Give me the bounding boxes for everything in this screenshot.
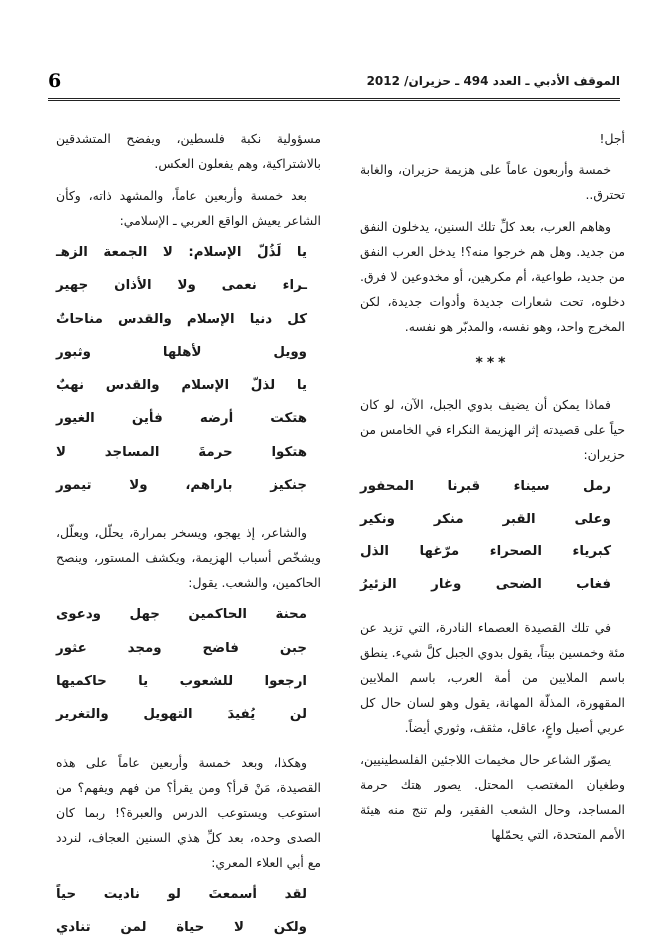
- poem-verses: [56, 882, 321, 942]
- poem-verse: هتكت أرضه فأين الغيور: [56, 411, 307, 427]
- poem-verse: هتكوا حرمةَ المساجد لا: [56, 444, 307, 460]
- page-number: 6: [48, 70, 62, 92]
- poem-verse: جنكيز باراهم، ولا تيمور: [56, 478, 307, 494]
- poem-verse: ارجعوا للشعوب يا حاكميها: [56, 673, 307, 689]
- poem-verses: [56, 602, 321, 728]
- paragraph: بعد خمسة وأربعين عاماً، والمشهد ذاته، وكأن الشاعر يعيش الواقع العربي ـ الإسلامي:: [56, 188, 321, 228]
- paragraph: فماذا يمكن أن يضيف بدوي الجبل، الآن، لو كان حياً على قصيدته إثر الهزيمة النكراء في الخامس من حزيران:: [360, 397, 625, 462]
- spacer: [56, 736, 321, 750]
- section-separator: ***: [475, 355, 510, 371]
- poem-verse: جبن فاضح ومجد عثور: [56, 640, 307, 656]
- poem-verse: وويل لأهلها وثبور: [56, 344, 307, 360]
- intro-line: أجل!: [599, 131, 625, 146]
- poem-verse: وعلى القبر منكر ونكير: [360, 511, 611, 527]
- paragraph: وهكذا، وبعد خمسة وأربعين عاماً على هذه القصيدة، مَنْ قرأ؟ ومن يقرأ؟ من فهم ويفهم؟ من استوعب ويستوعب الدرس والعبرة؟! ربما كان الصدى وحده، بعد كلِّ هذي السنين العجاف، لنردد مع أبي العلاء المعري:: [56, 754, 321, 870]
- poem-verses: [360, 474, 625, 598]
- paragraph: يصوّر الشاعر حال مخيمات اللاجئين الفلسطينيين، وطغيان المغتصب المحتل. يصور هتك حرمة المساجد، وحال الشعب الفقير، ولم تنج منه هيئة الأمم المتحدة، التي يحمّلها: [360, 751, 625, 842]
- page-header: [48, 66, 620, 96]
- spacer: [56, 506, 321, 520]
- running-title: الموقف الأدبي ـ العدد 494 ـ حزيران/ 2012: [366, 74, 620, 88]
- poem-verse: ـراء نعمى ولا الأذان جهير: [56, 278, 307, 294]
- left-column: [56, 126, 321, 948]
- spacer: [360, 605, 625, 615]
- intro-paragraph: خمسة وأربعون عاماً على هزيمة حزيران، والغابة تحترق..: [360, 162, 625, 202]
- poem-verse: لن يُفيدَ التهويل والتغرير: [56, 707, 307, 723]
- poem-verse: كبرياء الصحراء مرّغها الذل: [360, 544, 611, 560]
- right-column: [360, 126, 625, 854]
- poem-verses: [56, 240, 321, 499]
- poem-verse: كل دنيا الإسلام والقدس مناحاتٌ: [56, 311, 307, 327]
- poem-verse: محنة الحاكمين جهل ودعوى: [56, 607, 307, 623]
- poem-verse: رمل سيناء قبرنا المحفور: [360, 479, 611, 494]
- paragraph: والشاعر، إذ يهجو، ويسخر بمرارة، يحلّل، ويعلّل، ويشخّص أسباب الهزيمة، ويكشف المستور، وينصح الحاكمين، والشعب. يقول:: [56, 525, 321, 591]
- poem-verse: فغاب الضحى وغار الزئيرُ: [360, 577, 611, 593]
- paragraph: وهاهم العرب، بعد كلِّ تلك السنين، يدخلون النفق من جديد. وهل هم خرجوا منه؟! يدخل العرب النفق من جديد، طواعية، أم مكرهين، أو مخدوعين لا فرق. دخلوه، تحت شعارات جديدة وأدوات جديدة، لكن المخرج واحد، وهو نفسه، والمدبّر هو نفسه.: [360, 219, 625, 334]
- header-rule: [48, 98, 620, 101]
- paragraph: مسؤولية نكبة فلسطين، ويفضح المتشدقين بالاشتراكية، وهم يفعلون العكس.: [56, 131, 321, 171]
- poem-verse: يا لذلّ الإسلام والقدس نهبٌ: [56, 378, 307, 394]
- poem-verse: لقد أسمعتَ لو ناديت حياً: [56, 886, 307, 902]
- poem-verse: يا لَذُلّ الإسلام: لا الجمعة الزهـ: [56, 245, 307, 260]
- poem-verse: ولكن لا حياة لمن تنادي: [56, 919, 307, 935]
- paragraph: في تلك القصيدة العصماء النادرة، التي تزيد عن مئة وخمسين بيتاً، يقول بدوي الجبل كلَّ شيء. ينطق باسم الملايين من أمة العرب، باسم الملايين المقهورة، المذلّة المهانة، يقول وهو لسان حال كل عربي أصيل واعٍ، عاقل، مثقف، وثوري أيضاً.: [360, 619, 625, 735]
